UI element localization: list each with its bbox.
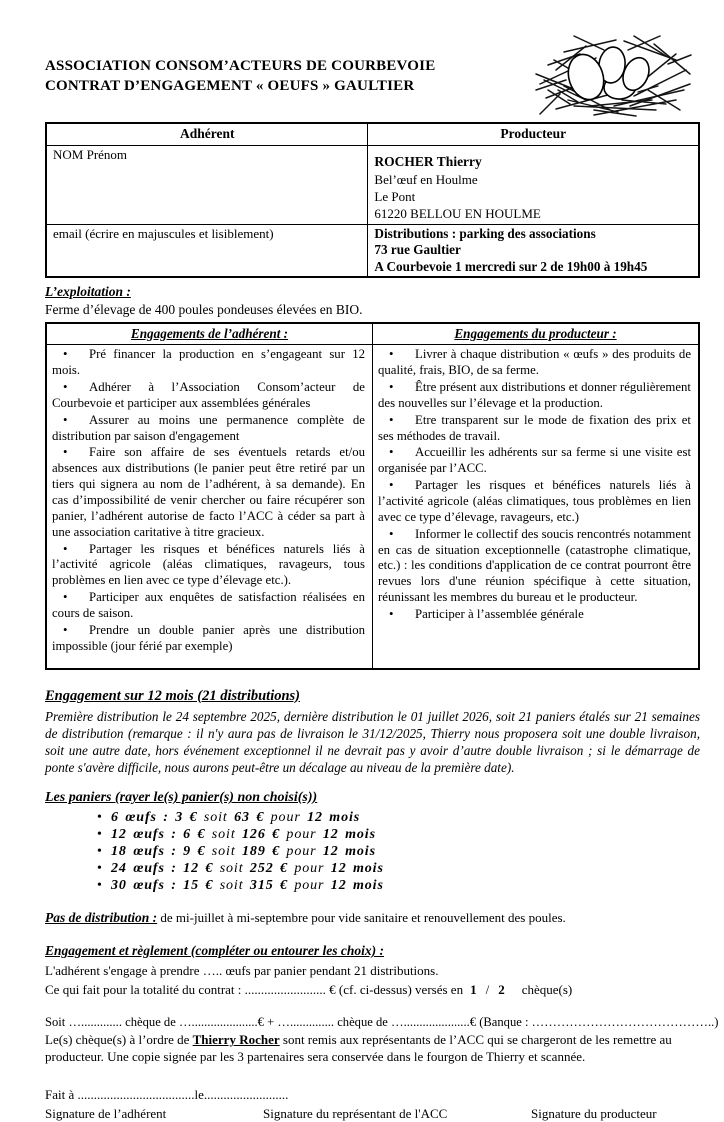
paniers-list xyxy=(45,810,700,894)
total-prefix: Ce qui fait pour la totalité du contrat : ......................... € (cf. ci-dessus) versés en xyxy=(45,982,464,998)
engagement-item: • Participer à l’assemblée générale xyxy=(389,607,584,621)
engagement-item: • Partager les risques et bénéfices naturels liés à l’activité agricole (aléas climatiques, tous problèmes en lien avec ce type d’élevage, ravageurs, etc.) xyxy=(378,478,691,524)
producer-address-line: Bel’œuf en Houlme xyxy=(374,171,478,187)
engagements-producteur-header: Engagements du producteur : xyxy=(373,323,700,345)
nest-with-eggs-illustration xyxy=(534,30,694,118)
engagement-item: • Être présent aux distributions et donner régulièrement des nouvelles sur l’élevage et la production. xyxy=(378,379,691,410)
adherent-email-field: email (écrire en majuscules et lisiblement) xyxy=(46,224,368,277)
reglement-line-oeufs: L'adhérent s'engage à prendre ….. œufs par panier pendant 21 distributions. xyxy=(45,963,439,979)
producer-address-line: Le Pont xyxy=(374,189,416,204)
order-suffix: sont remis aux représentants de l’ACC qui se chargeront de les remettre au producteur. Une copie signée par les 3 partenaires sera conservée dans le fourgon de Thierry et scannée. xyxy=(45,1032,672,1064)
parties-table xyxy=(45,122,700,278)
engagement-item: • Pré financer la production en s’engageant sur 12 mois. xyxy=(52,347,365,378)
adherent-name-field: NOM Prénom xyxy=(46,145,368,224)
pas-distribution-text: de mi-juillet à mi-septembre pour vide sanitaire et renouvellement des poules. xyxy=(160,910,566,926)
exploitation-section xyxy=(45,284,700,319)
panier-option: • 24 œufs : 12 € soit 252 € pour 12 mois xyxy=(97,861,384,877)
panier-option: • 6 œufs : 3 € soit 63 € pour 12 mois xyxy=(97,809,361,825)
engagement-item: • Informer le collectif des soucis rencontrés notamment en cas de situation exceptionnelle (catastrophe climatique, etc.) : les conditions d'application de ce contrat pourront être revues lors d'une réunion spécifique à cette situation, réunissant les membres du bureau et le producteur. xyxy=(378,526,691,605)
pas-distribution-heading: Pas de distribution : xyxy=(45,910,158,926)
title-line-2: CONTRAT D’ENGAGEMENT « OEUFS » GAULTIER xyxy=(45,78,415,95)
page-title xyxy=(45,30,435,97)
engagements-producteur-cell xyxy=(373,345,700,669)
paniers-section xyxy=(45,789,700,894)
choice-separator: / xyxy=(485,982,490,998)
duree-paragraph: Première distribution le 24 septembre 2025, dernière distribution le 01 juillet 2026, soit 21 paniers étalés sur 21 semaines de distribution (remarque : il n'y aura pas de livraison le 31/12/2025, Thierry nous proposera soit une double livraison, soit une autre date, hors événement exceptionnel il ne devrait pas y avoir d’autre double livraison ; si le démarrage de ponte s'avère difficile, nous aurons peut-être un décalage au niveau de la première date). xyxy=(45,708,700,776)
panier-option: • 12 œufs : 6 € soit 126 € pour 12 mois xyxy=(97,826,376,842)
distribution-street: 73 rue Gaultier xyxy=(374,242,461,257)
adherent-column-header: Adhérent xyxy=(46,123,368,145)
title-line-1: ASSOCIATION CONSOM’ACTEURS DE COURBEVOIE xyxy=(45,58,436,74)
cheque-choice-2: 2 xyxy=(498,982,505,998)
cheque-order-paragraph xyxy=(45,1032,700,1065)
distribution-schedule: A Courbevoie 1 mercredi sur 2 de 19h00 à 19h45 xyxy=(374,258,648,274)
reglement-heading: Engagement et règlement (compléter ou entourer les choix) : xyxy=(45,943,384,959)
parties-header-row xyxy=(46,123,699,145)
cheque-choice-1: 1 xyxy=(470,982,477,998)
engagement-item: • Participer aux enquêtes de satisfaction réalisées en cours de saison. xyxy=(52,590,365,620)
engagement-item: • Faire son affaire de ses éventuels retards et/ou absences aux distributions (le panier peut être retiré par un tiers qui signera au nom de l’adhérent, à sa demande). En cas d’impossibilité de venir chercher ou faire récupérer son panier, l’adhérent autorise de facto l’ACC à céder sa part à une association caritative à titre gracieux. xyxy=(52,445,365,539)
distribution-info-cell xyxy=(368,224,699,277)
duree-heading: Engagement sur 12 mois (21 distributions) xyxy=(45,687,301,704)
pas-distribution-section xyxy=(45,910,700,927)
payee-name: Thierry Rocher xyxy=(192,1032,280,1048)
exploitation-heading: L’exploitation : xyxy=(45,284,131,299)
panier-option: • 30 œufs : 15 € soit 315 € pour 12 mois xyxy=(97,878,384,894)
name-row xyxy=(46,145,699,224)
page-header xyxy=(45,30,700,122)
signature-acc-label: Signature du représentant de l'ACC xyxy=(263,1106,448,1122)
signature-adherent-label: Signature de l’adhérent xyxy=(45,1106,167,1122)
producer-identity-cell xyxy=(368,145,699,224)
reglement-line-total xyxy=(45,982,700,998)
engagement-item: • Partager les risques et bénéfices naturels liés à l’activité agricole (aléas climatiques, ravageurs, tous problèmes en lien avec ce type d’élevage etc.). xyxy=(52,541,365,588)
engagement-item: • Accueillir les adhérents sur sa ferme si une visite est organisée par l’ACC. xyxy=(378,445,691,476)
distribution-place: Distributions : parking des associations xyxy=(374,225,596,241)
signature-row xyxy=(45,1106,685,1122)
producer-address-line: 61220 BELLOU EN HOULME xyxy=(374,206,541,222)
paniers-heading: Les paniers (rayer le(s) panier(s) non choisi(s)) xyxy=(45,790,318,806)
engagements-body-row xyxy=(46,345,699,669)
signature-producteur-label: Signature du producteur xyxy=(531,1106,657,1122)
engagements-header-row xyxy=(46,323,699,345)
engagement-item: • Adhérer à l’Association Consom’acteur de Courbevoie et participer aux assemblées générales xyxy=(52,379,365,410)
fait-a-line: Fait à ....................................le.......................... xyxy=(45,1086,289,1102)
email-row xyxy=(46,224,699,277)
engagements-adherent-header: Engagements de l’adhérent : xyxy=(46,323,373,345)
exploitation-text: Ferme d’élevage de 400 poules pondeuses élevées en BIO. xyxy=(45,301,363,317)
engagement-item: • Livrer à chaque distribution « œufs » des produits de qualité, frais, BIO, de sa ferme. xyxy=(378,347,691,378)
producer-name: ROCHER Thierry xyxy=(374,153,482,169)
cheque-suffix: chèque(s) xyxy=(521,982,573,998)
engagements-adherent-cell xyxy=(46,345,373,669)
producteur-column-header: Producteur xyxy=(368,123,699,145)
order-prefix: Le(s) chèque(s) à l’ordre de xyxy=(45,1032,193,1048)
panier-option: • 18 œufs : 9 € soit 189 € pour 12 mois xyxy=(97,844,376,860)
engagement-item: • Assurer au moins une permanence complète de distribution par saison d'engagement xyxy=(52,412,365,443)
engagements-table xyxy=(45,322,700,670)
cheque-amount-line: Soit …............. chèque de ….....................€ + ….............. chèque de ….....................€ (Banque : ……………………………………..) xyxy=(45,1014,719,1029)
engagement-item: • Prendre un double panier après une distribution impossible (jour férié par exemple) xyxy=(52,622,365,653)
duree-section xyxy=(45,687,700,777)
reglement-section xyxy=(45,943,719,1065)
engagement-item: • Etre transparent sur le mode de fixation des prix et ses méthodes de travail. xyxy=(378,412,691,443)
